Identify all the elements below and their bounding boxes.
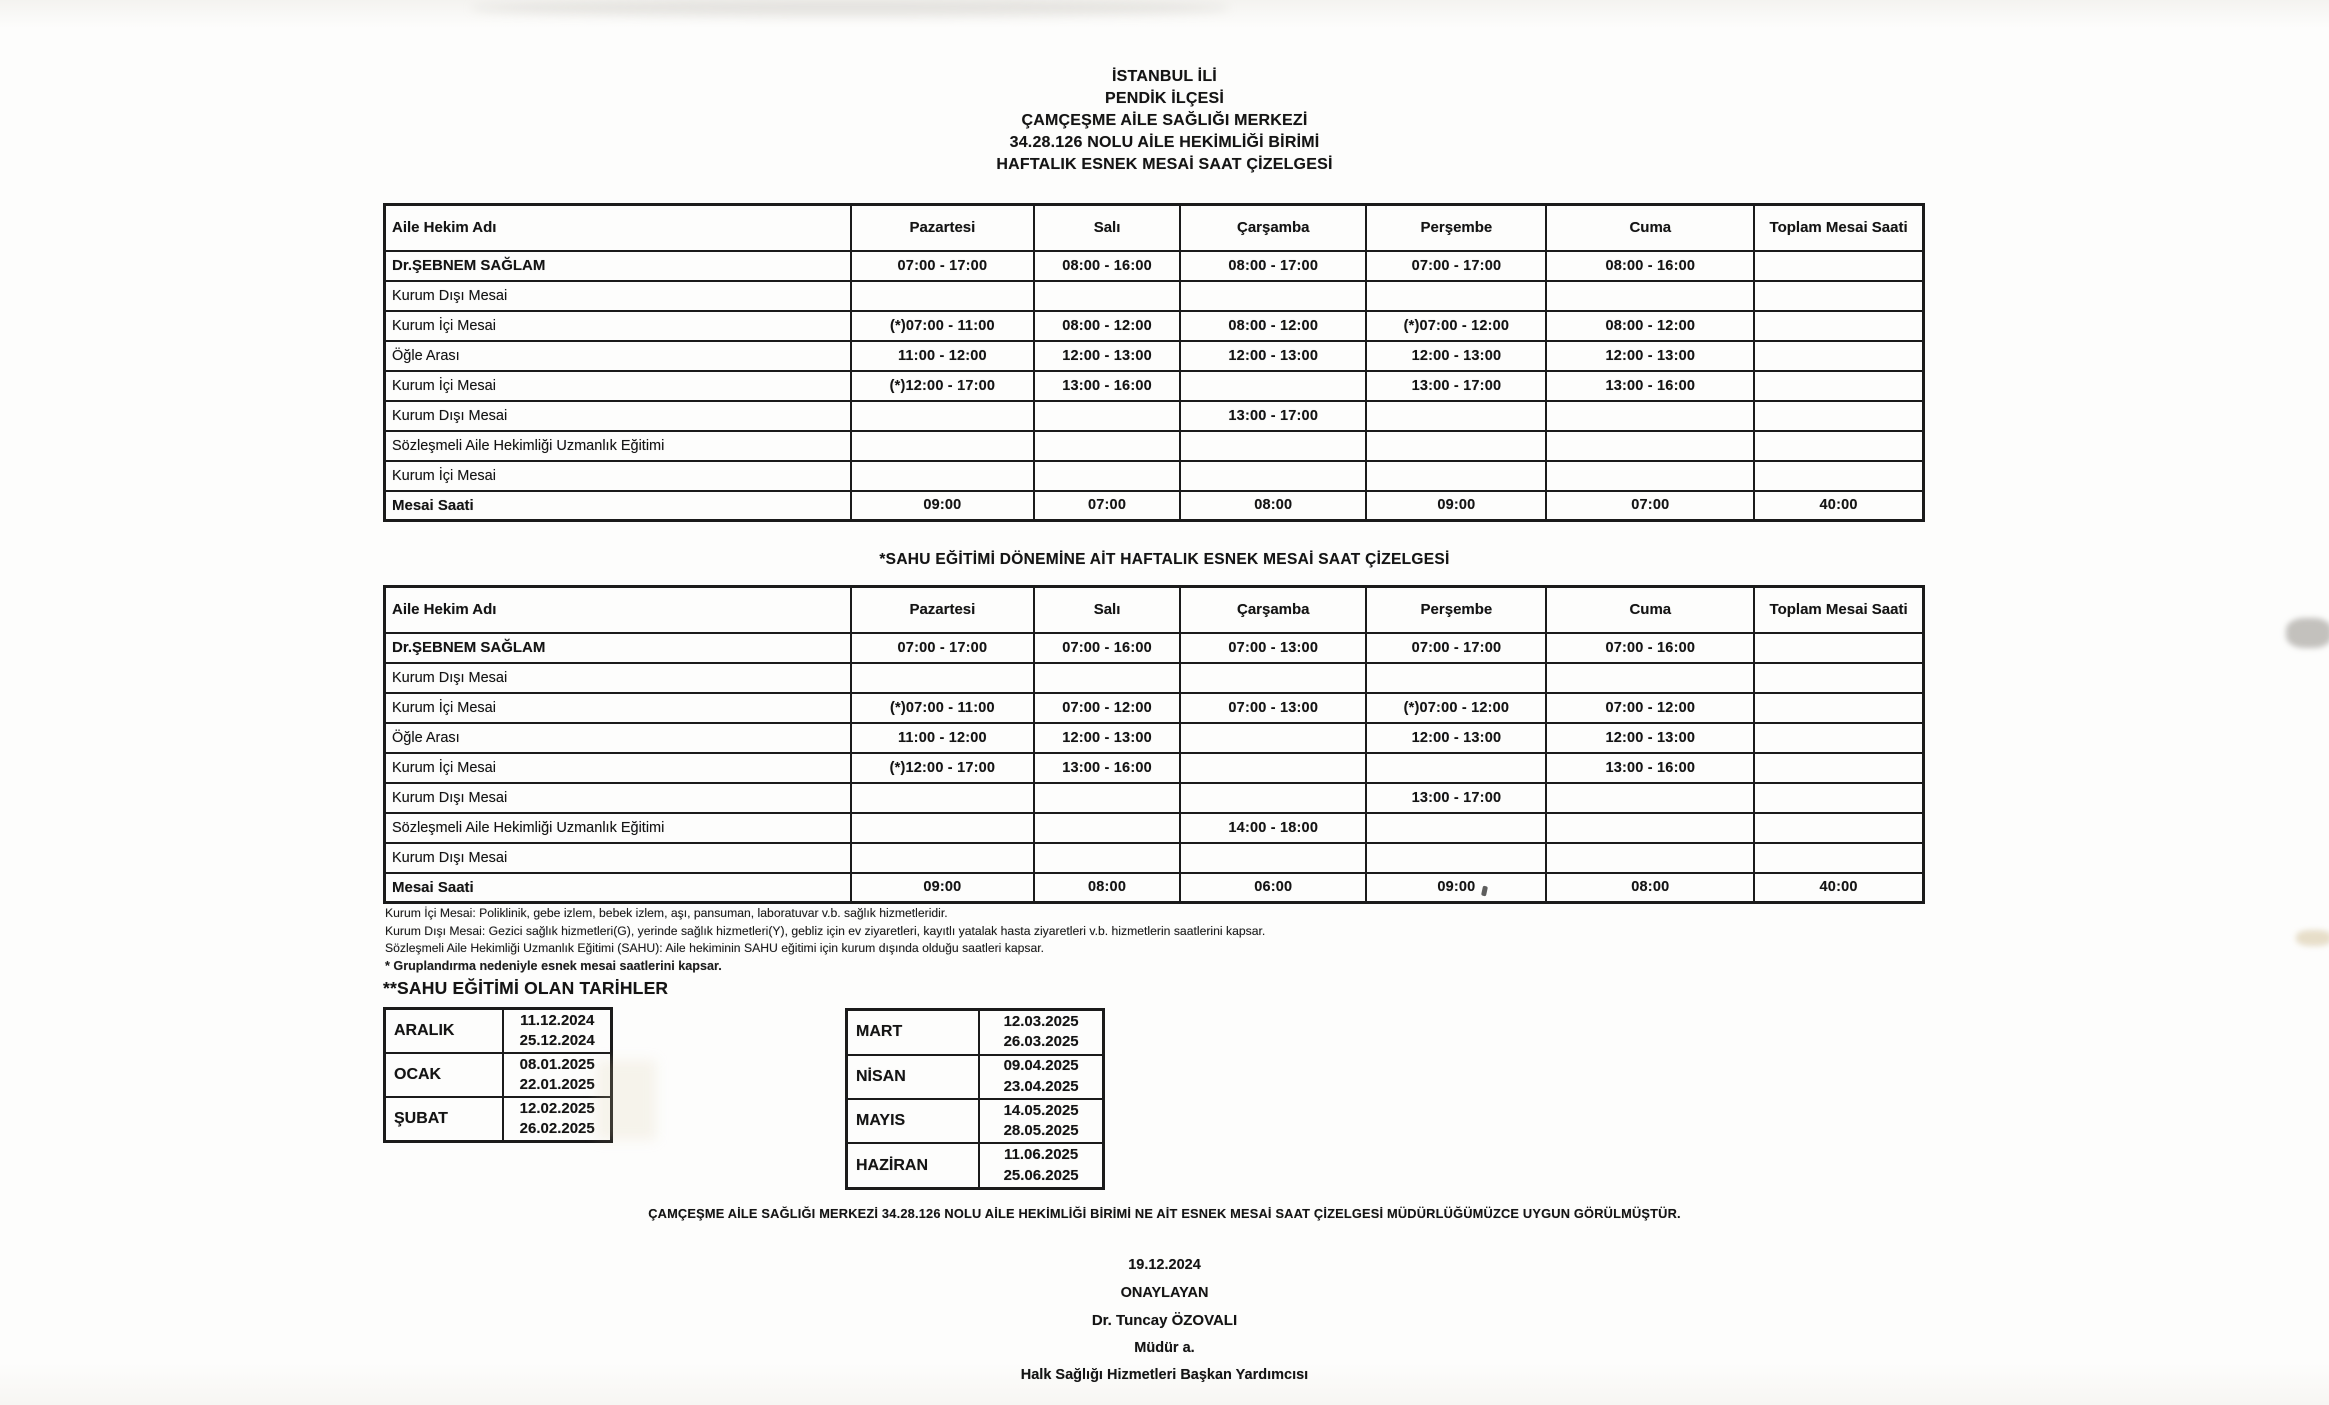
row-label: Kurum Dışı Mesai — [385, 783, 851, 813]
column-header: Çarşamba — [1180, 587, 1366, 633]
time-cell: 13:00 - 16:00 — [1546, 371, 1754, 401]
column-header: Pazartesi — [851, 205, 1034, 251]
month-label: HAZİRAN — [847, 1143, 980, 1188]
time-cell: 13:00 - 16:00 — [1034, 371, 1180, 401]
time-cell — [1180, 723, 1366, 753]
date-values: 14.05.2025 28.05.2025 — [979, 1099, 1103, 1143]
time-cell: 08:00 - 17:00 — [1180, 251, 1366, 281]
date-values: 12.03.2025 26.03.2025 — [979, 1010, 1103, 1055]
row-label: Dr.ŞEBNEM SAĞLAM — [385, 633, 851, 663]
row-label: Öğle Arası — [385, 341, 851, 371]
row-label: Sözleşmeli Aile Hekimliği Uzmanlık Eğitimi — [385, 431, 851, 461]
time-cell — [1754, 693, 1923, 723]
time-cell — [1180, 371, 1366, 401]
time-cell: (*)12:00 - 17:00 — [851, 371, 1034, 401]
time-cell — [1366, 813, 1546, 843]
time-cell: 12:00 - 13:00 — [1034, 723, 1180, 753]
time-cell — [851, 281, 1034, 311]
time-cell — [1754, 813, 1923, 843]
time-cell — [1180, 783, 1366, 813]
time-cell — [851, 813, 1034, 843]
column-header: Perşembe — [1366, 587, 1546, 633]
time-cell — [1754, 783, 1923, 813]
time-cell: 12:00 - 13:00 — [1180, 341, 1366, 371]
time-cell — [1366, 461, 1546, 491]
month-label: NİSAN — [847, 1055, 980, 1099]
weekly-schedule-table-container — [383, 203, 1925, 521]
header-line-province: İSTANBUL İLİ — [1112, 68, 1217, 85]
row-label: Dr.ŞEBNEM SAĞLAM — [385, 251, 851, 281]
time-cell: 07:00 - 16:00 — [1546, 633, 1754, 663]
date-row — [385, 1009, 612, 1054]
table-row — [385, 693, 1924, 723]
row-label: Kurum İçi Mesai — [385, 311, 851, 341]
time-cell — [1754, 251, 1923, 281]
table-row — [385, 873, 1924, 903]
time-cell — [851, 783, 1034, 813]
time-cell: 13:00 - 17:00 — [1366, 783, 1546, 813]
time-cell: 13:00 - 16:00 — [1034, 753, 1180, 783]
time-cell — [1546, 281, 1754, 311]
approval-date: 19.12.2024 — [1128, 1257, 1201, 1273]
table-row — [385, 753, 1924, 783]
date-values: 11.06.2025 25.06.2025 — [979, 1143, 1103, 1188]
sahu-date-table — [383, 1007, 613, 1143]
date-row — [385, 1053, 612, 1097]
time-cell: 11:00 - 12:00 — [851, 723, 1034, 753]
sahu-date-table — [845, 1008, 1105, 1190]
time-cell — [1546, 663, 1754, 693]
row-label: Kurum İçi Mesai — [385, 371, 851, 401]
table-row — [385, 281, 1924, 311]
approver-name: Dr. Tuncay ÖZOVALI — [1091, 1312, 1238, 1329]
time-cell — [1546, 431, 1754, 461]
month-label: OCAK — [385, 1053, 504, 1097]
schedule-table — [383, 585, 1925, 904]
time-cell: 08:00 - 16:00 — [1546, 251, 1754, 281]
column-header: Pazartesi — [851, 587, 1034, 633]
row-label: Mesai Saati — [385, 491, 851, 521]
approver-label: ONAYLAYAN — [1120, 1284, 1209, 1301]
time-cell: 07:00 - 17:00 — [851, 633, 1034, 663]
footnote-kurum-ici: Kurum İçi Mesai: Poliklinik, gebe izlem, bebek izlem, aşı, pansuman, laboratuvar v.b. sağlık hizmetleridir. — [385, 906, 948, 920]
scan-mark-right-edge — [2286, 618, 2329, 648]
time-cell: 07:00 - 17:00 — [851, 251, 1034, 281]
schedule-table — [383, 203, 1925, 522]
time-cell: 07:00 — [1546, 491, 1754, 521]
footnote-sahu: Sözleşmeli Aile Hekimliği Uzmanlık Eğitimi (SAHU): Aile hekiminin SAHU eğitimi için kurum dışında olduğu saatleri kapsar. — [385, 941, 1045, 956]
column-header: Aile Hekim Adı — [385, 205, 851, 251]
time-cell: 12:00 - 13:00 — [1366, 723, 1546, 753]
row-label: Mesai Saati — [385, 873, 851, 903]
row-label: Kurum Dışı Mesai — [385, 843, 851, 873]
column-header: Salı — [1034, 587, 1180, 633]
date-values: 09.04.2025 23.04.2025 — [979, 1055, 1103, 1099]
time-cell — [1546, 813, 1754, 843]
time-cell — [1754, 461, 1923, 491]
time-cell — [1366, 431, 1546, 461]
column-header: Cuma — [1546, 587, 1754, 633]
time-cell — [1034, 813, 1180, 843]
time-cell — [851, 431, 1034, 461]
time-cell: 07:00 - 12:00 — [1034, 693, 1180, 723]
time-cell: 12:00 - 13:00 — [1546, 723, 1754, 753]
table-row — [385, 341, 1924, 371]
time-cell: 08:00 - 16:00 — [1034, 251, 1180, 281]
time-cell — [1754, 633, 1923, 663]
sahu-period-table-caption: *SAHU EĞİTİMİ DÖNEMİNE AİT HAFTALIK ESNEK MESAİ SAAT ÇİZELGESİ — [879, 551, 1450, 568]
time-cell: (*)07:00 - 11:00 — [851, 311, 1034, 341]
time-cell — [1754, 431, 1923, 461]
time-cell: 13:00 - 16:00 — [1546, 753, 1754, 783]
approver-role: Halk Sağlığı Hizmetleri Başkan Yardımcısı — [1020, 1367, 1309, 1383]
table-row — [385, 491, 1924, 521]
column-header: Cuma — [1546, 205, 1754, 251]
time-cell: 07:00 - 16:00 — [1034, 633, 1180, 663]
date-row — [847, 1099, 1104, 1143]
column-header: Toplam Mesai Saati — [1754, 587, 1923, 633]
column-header: Salı — [1034, 205, 1180, 251]
time-cell — [1180, 843, 1366, 873]
row-label: Kurum Dışı Mesai — [385, 663, 851, 693]
sahu-dates-title: **SAHU EĞİTİMİ OLAN TARİHLER — [383, 978, 669, 998]
time-cell — [1034, 431, 1180, 461]
table-row — [385, 843, 1924, 873]
time-cell — [1034, 783, 1180, 813]
time-cell: 11:00 - 12:00 — [851, 341, 1034, 371]
date-values: 08.01.2025 22.01.2025 — [503, 1053, 611, 1097]
month-label: ARALIK — [385, 1009, 504, 1054]
time-cell — [1754, 753, 1923, 783]
time-cell — [1546, 843, 1754, 873]
time-cell — [1754, 663, 1923, 693]
date-row — [847, 1143, 1104, 1188]
table-row — [385, 371, 1924, 401]
time-cell: 09:00 — [851, 873, 1034, 903]
month-label: MART — [847, 1010, 980, 1055]
time-cell: 40:00 — [1754, 491, 1923, 521]
table-row — [385, 311, 1924, 341]
time-cell — [1034, 281, 1180, 311]
document-header — [0, 66, 2329, 176]
time-cell: 08:00 — [1180, 491, 1366, 521]
time-cell: 07:00 - 12:00 — [1546, 693, 1754, 723]
time-cell: 14:00 - 18:00 — [1180, 813, 1366, 843]
header-line-center: ÇAMÇEŞME AİLE SAĞLIĞI MERKEZİ — [1021, 112, 1308, 129]
time-cell — [1180, 753, 1366, 783]
row-label: Sözleşmeli Aile Hekimliği Uzmanlık Eğitimi — [385, 813, 851, 843]
date-row — [385, 1097, 612, 1142]
table-row — [385, 251, 1924, 281]
time-cell — [1754, 341, 1923, 371]
header-line-doc-title: HAFTALIK ESNEK MESAİ SAAT ÇİZELGESİ — [996, 156, 1333, 173]
time-cell — [1034, 663, 1180, 693]
month-label: MAYIS — [847, 1099, 980, 1143]
table-row — [385, 723, 1924, 753]
time-cell — [1754, 281, 1923, 311]
time-cell: (*)07:00 - 12:00 — [1366, 311, 1546, 341]
scan-smudge-top — [470, 0, 1230, 16]
time-cell — [1034, 401, 1180, 431]
time-cell — [1754, 843, 1923, 873]
table-row — [385, 633, 1924, 663]
footnote-grouping: * Gruplandırma nedeniyle esnek mesai saatlerini kapsar. — [385, 958, 722, 973]
time-cell: 07:00 - 17:00 — [1366, 633, 1546, 663]
time-cell: 08:00 - 12:00 — [1034, 311, 1180, 341]
time-cell — [1366, 281, 1546, 311]
time-cell: 12:00 - 13:00 — [1546, 341, 1754, 371]
scan-mark-right-lower — [2296, 930, 2329, 946]
time-cell: 08:00 - 12:00 — [1546, 311, 1754, 341]
time-cell: 07:00 — [1034, 491, 1180, 521]
sahu-schedule-table-container — [383, 585, 1925, 903]
time-cell — [1546, 461, 1754, 491]
time-cell — [1754, 311, 1923, 341]
time-cell — [1366, 843, 1546, 873]
time-cell: 12:00 - 13:00 — [1366, 341, 1546, 371]
table-row — [385, 461, 1924, 491]
time-cell: 08:00 - 12:00 — [1180, 311, 1366, 341]
time-cell — [1034, 843, 1180, 873]
time-cell — [1754, 401, 1923, 431]
time-cell: (*)07:00 - 11:00 — [851, 693, 1034, 723]
time-cell — [851, 401, 1034, 431]
time-cell — [851, 843, 1034, 873]
time-cell: 40:00 — [1754, 873, 1923, 903]
row-label: Kurum İçi Mesai — [385, 693, 851, 723]
time-cell — [1366, 753, 1546, 783]
row-label: Kurum Dışı Mesai — [385, 401, 851, 431]
time-cell: 08:00 — [1546, 873, 1754, 903]
time-cell — [1754, 371, 1923, 401]
time-cell: 09:00 — [851, 491, 1034, 521]
table-row — [385, 431, 1924, 461]
sahu-dates-table-left — [383, 1007, 613, 1143]
row-label: Kurum İçi Mesai — [385, 753, 851, 783]
row-label: Kurum Dışı Mesai — [385, 281, 851, 311]
footnote-kurum-disi: Kurum Dışı Mesai: Gezici sağlık hizmetleri(G), yerinde sağlık hizmetleri(Y), gebliz için ev ziyaretleri, kayıtlı yatalak hasta ziyaretleri v.b. hizmetlerin saatlerini kapsar. — [385, 923, 1266, 938]
month-label: ŞUBAT — [385, 1097, 504, 1142]
header-line-unit: 34.28.126 NOLU AİLE HEKİMLİĞİ BİRİMİ — [1009, 134, 1320, 151]
time-cell: 13:00 - 17:00 — [1366, 371, 1546, 401]
header-line-district: PENDİK İLÇESİ — [1104, 90, 1225, 107]
time-cell — [1546, 783, 1754, 813]
sahu-dates-table-right — [845, 1008, 1105, 1190]
time-cell — [1180, 461, 1366, 491]
time-cell: (*)07:00 - 12:00 — [1366, 693, 1546, 723]
time-cell: 09:00 — [1366, 873, 1546, 903]
row-label: Öğle Arası — [385, 723, 851, 753]
time-cell: 09:00 — [1366, 491, 1546, 521]
date-row — [847, 1010, 1104, 1055]
time-cell: 12:00 - 13:00 — [1034, 341, 1180, 371]
row-label: Kurum İçi Mesai — [385, 461, 851, 491]
time-cell — [1546, 401, 1754, 431]
footnotes — [385, 905, 2035, 975]
time-cell — [1034, 461, 1180, 491]
time-cell — [1366, 663, 1546, 693]
time-cell — [1754, 723, 1923, 753]
time-cell — [1180, 431, 1366, 461]
time-cell: 07:00 - 13:00 — [1180, 693, 1366, 723]
date-values: 12.02.2025 26.02.2025 — [503, 1097, 611, 1142]
column-header: Perşembe — [1366, 205, 1546, 251]
column-header: Aile Hekim Adı — [385, 587, 851, 633]
approval-statement: ÇAMÇEŞME AİLE SAĞLIĞI MERKEZİ 34.28.126 NOLU AİLE HEKİMLİĞİ BİRİMİ NE AİT ESNEK MESAİ SAAT ÇİZELGESİ MÜDÜRLÜĞÜMÜZCE UYGUN GÖRÜLMÜŞTÜR. — [648, 1206, 1681, 1221]
column-header: Çarşamba — [1180, 205, 1366, 251]
date-row — [847, 1055, 1104, 1099]
table-row — [385, 813, 1924, 843]
table-row — [385, 783, 1924, 813]
time-cell — [851, 461, 1034, 491]
time-cell: 07:00 - 13:00 — [1180, 633, 1366, 663]
time-cell: 07:00 - 17:00 — [1366, 251, 1546, 281]
time-cell: (*)12:00 - 17:00 — [851, 753, 1034, 783]
table-row — [385, 401, 1924, 431]
approver-title: Müdür a. — [1134, 1339, 1195, 1356]
date-values: 11.12.2024 25.12.2024 — [503, 1009, 611, 1054]
time-cell — [1180, 281, 1366, 311]
time-cell: 13:00 - 17:00 — [1180, 401, 1366, 431]
time-cell — [1366, 401, 1546, 431]
signature-block — [0, 1252, 2329, 1390]
time-cell: 06:00 — [1180, 873, 1366, 903]
time-cell — [851, 663, 1034, 693]
time-cell: 08:00 — [1034, 873, 1180, 903]
time-cell — [1180, 663, 1366, 693]
column-header: Toplam Mesai Saati — [1754, 205, 1923, 251]
table-row — [385, 663, 1924, 693]
